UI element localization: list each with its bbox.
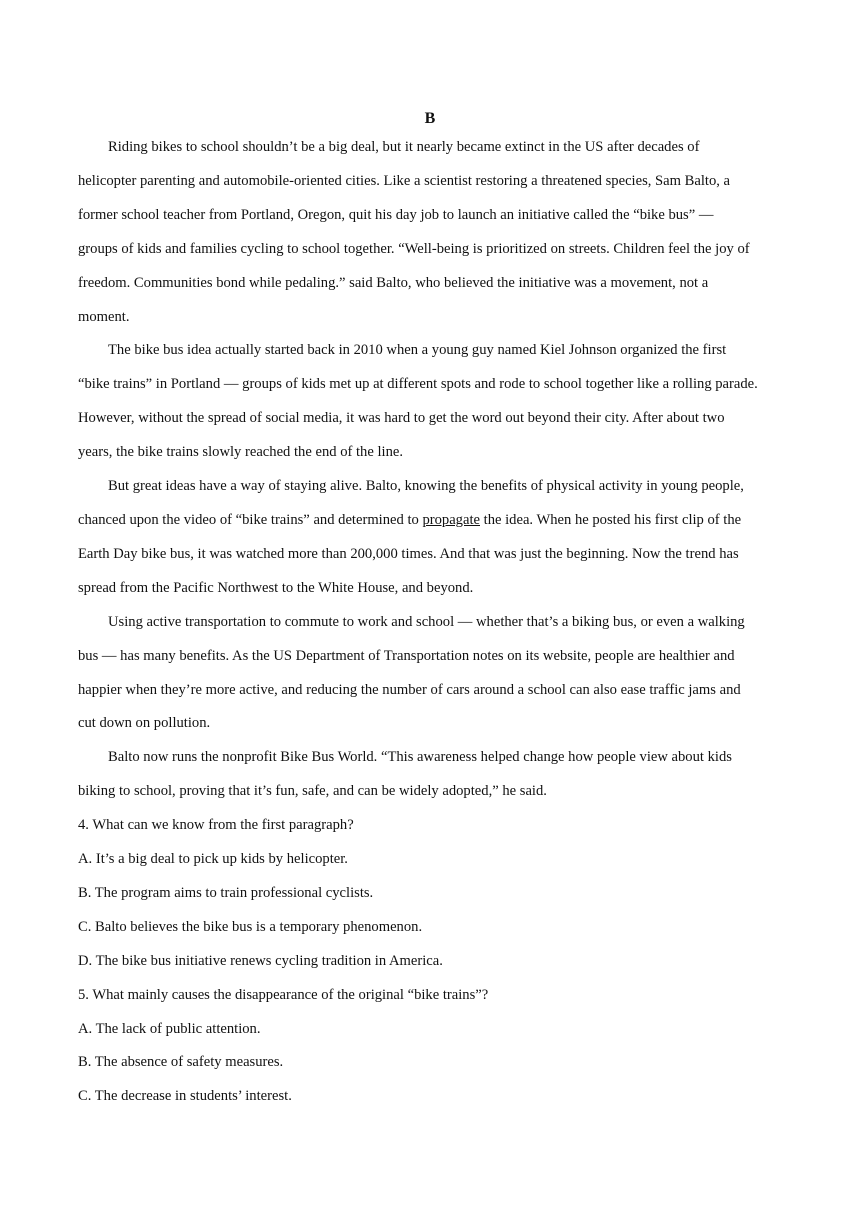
answer-option: A. The lack of public attention. <box>78 1020 261 1037</box>
passage-paragraph-2 <box>78 334 790 470</box>
passage-paragraph-4 <box>78 606 790 742</box>
paragraph-line: bus — has many benefits. As the US Department of Transportation notes on its website, people are healthier and <box>78 647 735 664</box>
paragraph-line: But great ideas have a way of staying alive. Balto, knowing the benefits of physical activity in young people, <box>108 478 744 495</box>
paragraph-line: Riding bikes to school shouldn’t be a big deal, but it nearly became extinct in the US after decades of <box>108 139 700 155</box>
answer-option: C. The decrease in students’ interest. <box>78 1088 292 1105</box>
paragraph-line: happier when they’re more active, and reducing the number of cars around a school can also ease traffic jams and <box>78 681 741 698</box>
paragraph-line: The bike bus idea actually started back in 2010 when a young guy named Kiel Johnson organized the first <box>108 342 727 359</box>
answer-option: B. The program aims to train professional cyclists. <box>78 884 374 901</box>
paragraph-line: groups of kids and families cycling to school together. “Well-being is prioritized on streets. Children feel the joy of <box>78 240 750 257</box>
paragraph-line: moment. <box>78 308 130 325</box>
passage-paragraph-3 <box>78 470 790 606</box>
question-5 <box>78 979 790 1115</box>
question-stem: 4. What can we know from the first paragraph? <box>78 817 354 834</box>
line-text: the idea. When he posted his first clip of the <box>480 511 742 528</box>
paragraph-line: years, the bike trains slowly reached the end of the line. <box>78 444 404 461</box>
paragraph-line: biking to school, proving that it’s fun, safe, and can be widely adopted,” he said. <box>78 783 547 800</box>
paragraph-line: However, without the spread of social media, it was hard to get the word out beyond their city. After about two <box>78 410 725 427</box>
section-heading: B <box>424 110 436 127</box>
paragraph-line: former school teacher from Portland, Oregon, quit his day job to launch an initiative called the “bike bus” — <box>78 206 714 223</box>
passage-paragraph-1 <box>78 131 790 334</box>
paragraph-line <box>78 504 790 538</box>
paragraph-line: Earth Day bike bus, it was watched more than 200,000 times. And that was just the beginning. Now the trend has <box>78 545 739 562</box>
answer-option: D. The bike bus initiative renews cycling tradition in America. <box>78 952 443 969</box>
question-4 <box>78 809 790 979</box>
paragraph-line: Using active transportation to commute to work and school — whether that’s a biking bus, or even a walking <box>108 613 745 630</box>
paragraph-line: Balto now runs the nonprofit Bike Bus World. “This awareness helped change how people view about kids <box>108 749 732 766</box>
answer-option: A. It’s a big deal to pick up kids by helicopter. <box>78 851 348 868</box>
paragraph-line: “bike trains” in Portland — groups of kids met up at different spots and rode to school together like a rolling parade. <box>78 376 758 393</box>
paragraph-line: freedom. Communities bond while pedaling.” said Balto, who believed the initiative was a movement, not a <box>78 274 709 291</box>
passage-body <box>78 131 790 1114</box>
underlined-word: propagate <box>422 511 480 528</box>
answer-option: C. Balto believes the bike bus is a temporary phenomenon. <box>78 918 423 935</box>
passage-paragraph-5 <box>78 741 790 809</box>
line-text: chanced upon the video of “bike trains” and determined to <box>78 511 423 528</box>
question-stem: 5. What mainly causes the disappearance of the original “bike trains”? <box>78 986 489 1003</box>
paragraph-line: spread from the Pacific Northwest to the White House, and beyond. <box>78 579 474 596</box>
answer-option: B. The absence of safety measures. <box>78 1054 284 1071</box>
paragraph-line: cut down on pollution. <box>78 715 211 732</box>
paragraph-line: helicopter parenting and automobile-oriented cities. Like a scientist restoring a threatened species, Sam Balto, a <box>78 172 731 189</box>
